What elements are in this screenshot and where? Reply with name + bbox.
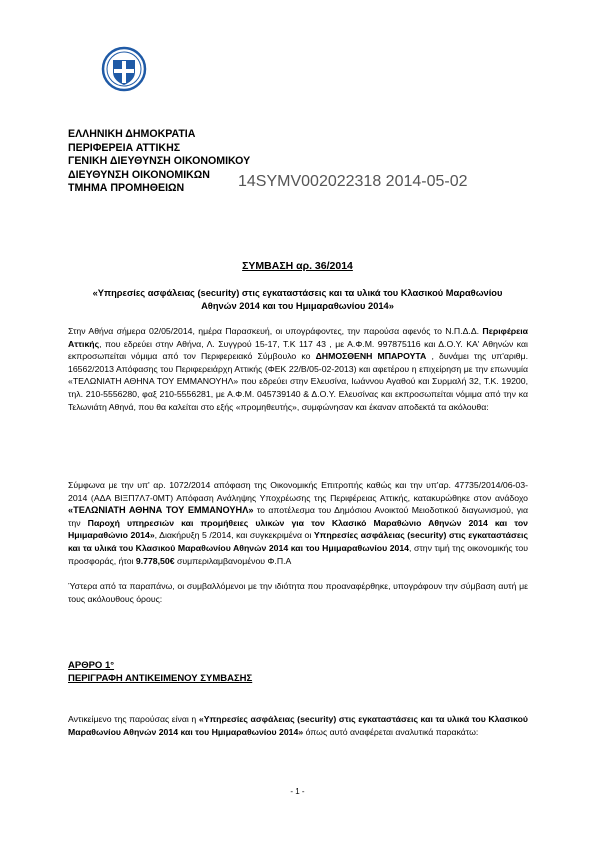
text-run: , Διακήρυξη 5 /2014, και συγκεκριμένα οι xyxy=(154,530,314,541)
terms-intro-paragraph: Ύστερα από τα παραπάνω, οι συμβαλλόμενοι με την ιδιότητα που προαναφέρθηκε, υπογράφουν την σύμβαση αυτή με τους ακόλουθους όρους: xyxy=(68,581,528,604)
article-number: ΑΡΘΡΟ 1° xyxy=(68,660,115,671)
text-run: Στην Αθήνα σήμερα 02/05/2014, ημέρα Παρασκευή, οι υπογράφοντες, την παρούσα αφενός το Ν.Π.Δ.Δ. xyxy=(68,326,483,336)
text-run: συμπεριλαμβανομένου Φ.Π.Α xyxy=(174,555,292,566)
bold-run: «ΤΕΛΩΝΙΑΤΗ ΑΘΗΝΑ ΤΟΥ ΕΜΜΑΝΟΥΗΛ» xyxy=(68,505,254,516)
text-run: , δυνάμει της υπ'αριθμ. 16562/2013 Απόφασης του Περιφερειάρχη Αττικής (ΦΕΚ 22/Β/05-02-2013) και αφετέρου η επιχείρηση με την επωνυμία «ΤΕΛΩΝΙΑΤΗ ΑΘΗΝΑ ΤΟΥ ΕΜΜΑΝΟΥΗΛ» που εδρεύει στην Ελευσίνα, Ιωάννου Αγαθού και Συρμαλή 32, Τ.Κ. 19200, τηλ. 210-5556280, φαξ 210-5556281, με Α.Φ.Μ. 045739140 & Δ.Ο.Υ. Ελευσίνας και εκπροσωπείται νόμιμα από την κα Τελωνιάτη Αθηνά, που θα καλείται στο εξής «προμηθευτής», συμφώνησαν και έκαναν αποδεκτά τα ακόλουθα: xyxy=(68,351,528,412)
text-run: Αντικείμενο της παρούσας είναι η xyxy=(68,714,199,724)
bold-run: Παροχή υπηρεσιών και προμήθειες υλικών για τον Κλασικό Μαραθώνιο Αθηνών 2014 και τον Ημιμαραθώνιο 2014» xyxy=(68,517,528,541)
text-run: , που εδρεύει στην Αθήνα, Λ. Συγγρού 15-17, Τ.Κ 117 43 , με Α.Φ.Μ. 997875116 και Δ.Ο.Υ. ΚΑ' Αθηνών και εκπροσωπείται νόμιμα από τον Περιφερειακό Σύμβουλο κο xyxy=(68,338,528,362)
header-line: ΓΕΝΙΚΗ ΔΙΕΥΘΥΝΣΗ ΟΙΚΟΝΟΜΙΚΟΥ xyxy=(68,155,251,168)
contract-subject: «Υπηρεσίες ασφάλειας (security) στις εγκαταστάσεις και τα υλικά του Κλασικού Μαραθωνίου Αθηνών 2014 και του Ημιμαραθωνίου 2014» xyxy=(92,288,503,311)
header-line: ΔΙΕΥΘΥΝΣΗ ΟΙΚΟΝΟΜΙΚΩΝ xyxy=(68,168,210,181)
bold-run: «Υπηρεσίες ασφάλειας (security) στις εγκαταστάσεις και τα υλικά του Κλασικού Μαραθωνίου Αθηνών 2014 και του Ημιμαραθωνίου 2014» xyxy=(68,714,528,737)
bold-run: Υπηρεσίες ασφάλειας (security) στις εγκαταστάσεις και τα υλικά του Κλασικού Μαραθωνίου Αθηνών 2014 και του Ημιμαραθωνίου 2014 xyxy=(68,530,528,553)
bold-run: Περιφέρεια Αττικής xyxy=(68,326,528,349)
header-line: ΠΕΡΙΦΕΡΕΙΑ ΑΤΤΙΚΗΣ xyxy=(68,141,181,154)
issuer-header xyxy=(68,128,250,196)
header-line: ΕΛΛΗΝΙΚΗ ΔΗΜΟΚΡΑΤΙΑ xyxy=(68,128,196,140)
award-paragraph xyxy=(68,479,528,567)
contract-title: ΣΥΜΒΑΣΗ αρ. 36/2014 xyxy=(242,260,353,272)
header-line: ΤΜΗΜΑ ΠΡΟΜΗΘΕΙΩΝ xyxy=(68,182,185,195)
greek-emblem-icon xyxy=(101,46,147,92)
page-number: - 1 - xyxy=(290,787,305,796)
intro-paragraph xyxy=(68,325,528,413)
article-title: ΠΕΡΙΓΡΑΦΗ ΑΝΤΙΚΕΙΜΕΝΟΥ ΣΥΜΒΑΣΗΣ xyxy=(68,672,253,684)
ada-stamp: 14SYMV002022318 2014-05-02 xyxy=(238,173,468,190)
bold-run: 9.778,50€ xyxy=(135,555,175,566)
text-run: , στην τιμή της οικονομικής του προσφοράς, ήτοι xyxy=(68,542,529,566)
article-body-paragraph xyxy=(68,713,528,738)
text-run: όπως αυτό αναφέρεται αναλυτικά παρακάτω: xyxy=(303,726,479,737)
text-run: το αποτέλεσμα του Δημόσιου Ανοικτού Μειοδοτικού διαγωνισμού, για την xyxy=(68,505,528,528)
bold-run: ΔΗΜΟΣΘΕΝΗ ΜΠΑΡΟΥΤΑ xyxy=(315,351,427,362)
article-heading xyxy=(68,660,252,685)
text-run: Σύμφωνα με την υπ' αρ. 1072/2014 απόφαση της Οικονομικής Επιτροπής καθώς και την υπ'αρ. 47735/2014/06-03-2014 (ΑΔΑ ΒΙΞΠ7Λ7-0ΜΤ) Απόφαση Ανάληψης Υποχρέωσης της Περιφέρειας Αττικής, κατακυρώθηκε στον ανάδοχο xyxy=(68,480,528,503)
